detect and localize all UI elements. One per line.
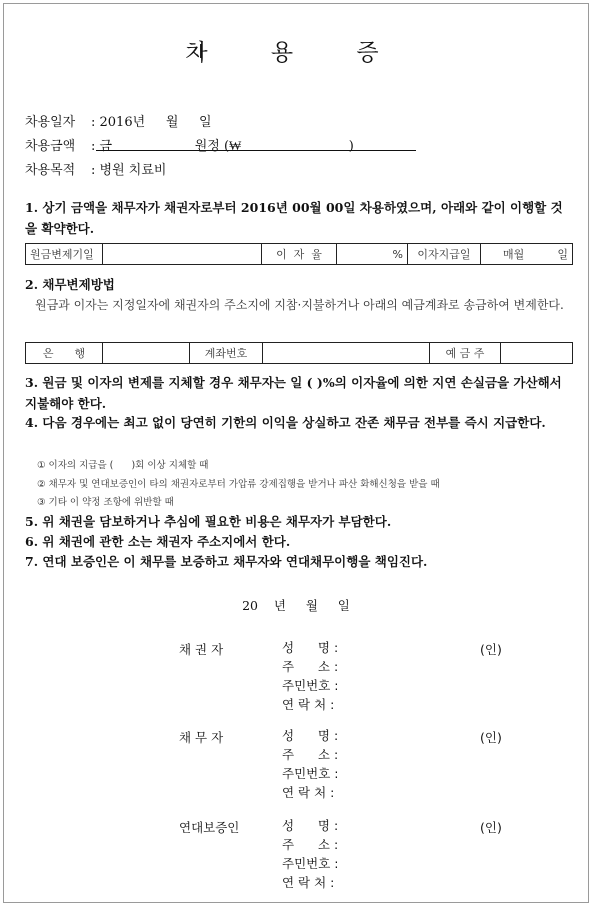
info-amount: 차용금액 : 금 원정 (₩ ) xyxy=(25,139,354,154)
account-label: 계좌번호 xyxy=(190,343,263,364)
sub-item-3: ③ 기타 이 약정 조항에 위반할 때 xyxy=(37,497,174,508)
creditor-id: 주민번호 : xyxy=(282,678,339,693)
document-title: 차 용 증 xyxy=(185,40,407,66)
clause-3: 3. 원금 및 이자의 변제를 지체할 경우 채무자는 일 ( )%의 이자율에 의한 지연 손실금을 가산해서 지불해야 한다. xyxy=(25,375,562,411)
clause-5: 5. 위 채권을 담보하거나 추심에 필요한 비용은 채무자가 부담한다. xyxy=(25,514,392,529)
amount-underline xyxy=(96,150,416,151)
clause-2-title: 2. 채무변제방법 xyxy=(25,277,115,292)
bank-cell[interactable] xyxy=(103,343,190,364)
signing-date: 20 년 월 일 xyxy=(242,598,350,613)
info-purpose: 차용목적 : 병원 치료비 xyxy=(25,163,167,178)
clause-1: 1. 상기 금액을 채무자가 채권자로부터 2016년 00월 00일 차용하였으며, 아래와 같이 이행할 것을 확약한다. xyxy=(25,200,563,236)
sub-item-1: ① 이자의 지급을 ( )회 이상 지체할 때 xyxy=(37,460,209,471)
holder-cell[interactable] xyxy=(501,343,573,364)
document-page xyxy=(3,3,589,903)
clause-7: 7. 연대 보증인은 이 채무를 보증하고 채무자와 연대채무이행을 책임진다. xyxy=(25,554,428,569)
guarantor-contact: 연 락 처 : xyxy=(282,875,335,890)
repay-date-cell[interactable] xyxy=(103,244,262,265)
guarantor-seal: (인) xyxy=(480,820,502,835)
debtor-name: 성 명 : xyxy=(282,728,339,743)
repayment-table xyxy=(25,243,573,265)
interest-rate-cell[interactable]: % xyxy=(337,244,408,265)
guarantor-id: 주민번호 : xyxy=(282,856,339,871)
debtor-seal: (인) xyxy=(480,730,502,745)
clause-2-body: 원금과 이자는 지정일자에 채권자의 주소지에 지참·지불하거나 아래의 예금계좌로 송금하여 변제한다. xyxy=(35,298,564,312)
holder-label: 예 금 주 xyxy=(430,343,501,364)
account-cell[interactable] xyxy=(263,343,430,364)
interest-date-label: 이자지급일 xyxy=(408,244,481,265)
creditor-title: 채 권 자 xyxy=(179,642,224,657)
debtor-contact: 연 락 처 : xyxy=(282,785,335,800)
bank-label: 은 행 xyxy=(26,343,103,364)
bank-table xyxy=(25,342,573,364)
guarantor-name: 성 명 : xyxy=(282,818,339,833)
clause-4: 4. 다음 경우에는 최고 없이 당연히 기한의 이익을 상실하고 잔존 채무금 전부를 즉시 지급한다. xyxy=(25,415,546,430)
guarantor-title: 연대보증인 xyxy=(179,820,240,835)
creditor-name: 성 명 : xyxy=(282,640,339,655)
guarantor-address: 주 소 : xyxy=(282,837,339,852)
info-date: 차용일자 : 2016년 월 일 xyxy=(25,115,212,130)
creditor-seal: (인) xyxy=(480,642,502,657)
interest-rate-label: 이 자 율 xyxy=(262,244,337,265)
creditor-address: 주 소 : xyxy=(282,659,339,674)
interest-date-cell[interactable]: 매월 일 xyxy=(481,244,573,265)
repay-label: 원금변제기일 xyxy=(26,244,103,265)
creditor-contact: 연 락 처 : xyxy=(282,697,335,712)
clause-6: 6. 위 채권에 관한 소는 채권자 주소지에서 한다. xyxy=(25,534,291,549)
debtor-title: 채 무 자 xyxy=(179,730,224,745)
debtor-id: 주민번호 : xyxy=(282,766,339,781)
sub-item-2: ② 채무자 및 연대보증인이 타의 채권자로부터 가압류 강제집행을 받거나 파산 화해신청을 받을 때 xyxy=(37,479,440,490)
debtor-address: 주 소 : xyxy=(282,747,339,762)
